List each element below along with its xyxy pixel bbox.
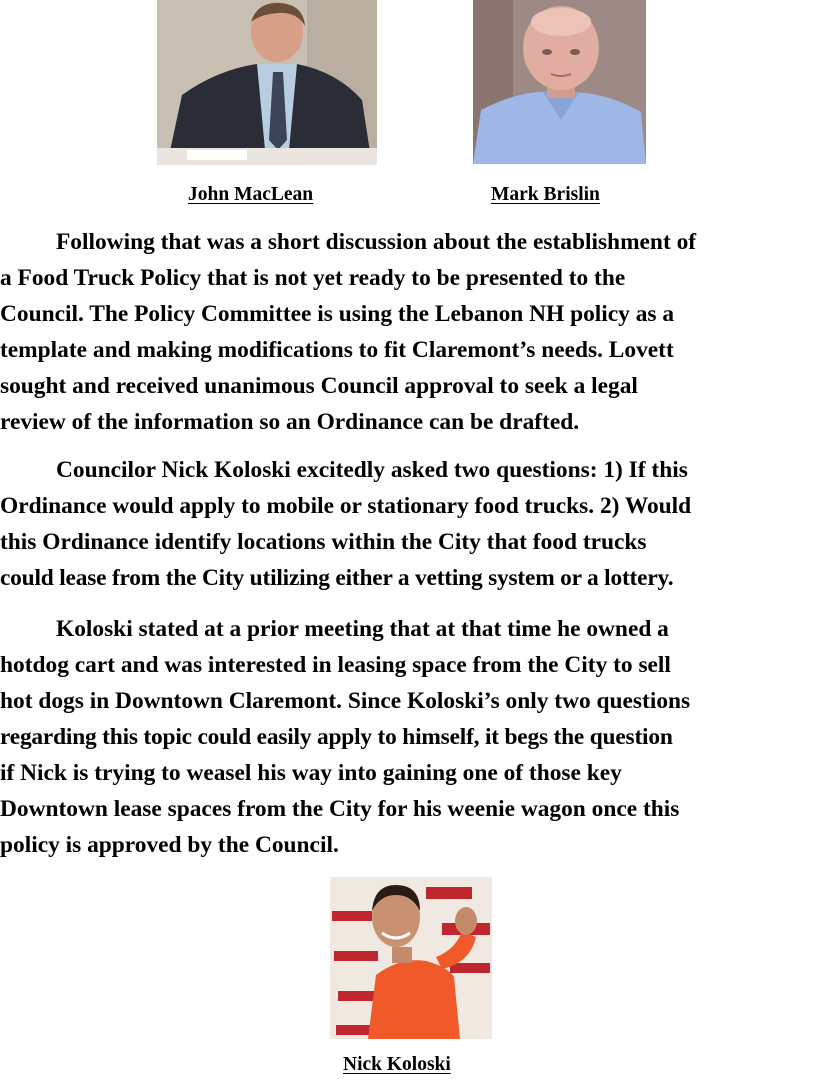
photo-nick-koloski [330,877,492,1039]
paragraph-line: sought and received unanimous Council approval to seek a legal [0,373,638,399]
paragraph-line: policy is approved by the Council. [0,832,339,858]
paragraph-line: Ordinance would apply to mobile or stationary food trucks. 2) Would [0,493,692,519]
paragraph-line: template and making modifications to fit Claremont’s needs. Lovett [0,337,674,363]
paragraph-line: regarding this topic could easily apply to himself, it begs the question [0,724,673,750]
paragraph-line: this Ordinance identify locations within the City that food trucks [0,529,647,555]
photo-mark-brislin [473,0,646,164]
paragraph-koloski-hotdog-cart [0,611,819,863]
caption-john-maclean: John MacLean [188,184,314,205]
caption-nick-koloski: Nick Koloski [343,1054,451,1075]
paragraph-line: review of the information so an Ordinance can be drafted. [0,409,580,435]
paragraph-food-truck-policy [0,224,819,440]
paragraph-line: a Food Truck Policy that is not yet ready to be presented to the [0,265,626,291]
paragraph-line: Koloski stated at a prior meeting that at that time he owned a [56,616,669,642]
photo-john-maclean [157,0,377,165]
paragraph-line: if Nick is trying to weasel his way into gaining one of those key [0,760,622,786]
paragraph-line: hotdog cart and was interested in leasing space from the City to sell [0,652,671,678]
paragraph-koloski-questions [0,452,819,596]
paragraph-line: Downtown lease spaces from the City for his weenie wagon once this [0,796,680,822]
caption-mark-brislin: Mark Brislin [491,184,600,205]
paragraph-line: Councilor Nick Koloski excitedly asked two questions: 1) If this [56,457,688,483]
paragraph-line: Council. The Policy Committee is using the Lebanon NH policy as a [0,301,675,327]
paragraph-line: Following that was a short discussion about the establishment of [56,229,697,255]
paragraph-line: could lease from the City utilizing either a vetting system or a lottery. [0,565,674,591]
paragraph-line: hot dogs in Downtown Claremont. Since Koloski’s only two questions [0,688,691,714]
